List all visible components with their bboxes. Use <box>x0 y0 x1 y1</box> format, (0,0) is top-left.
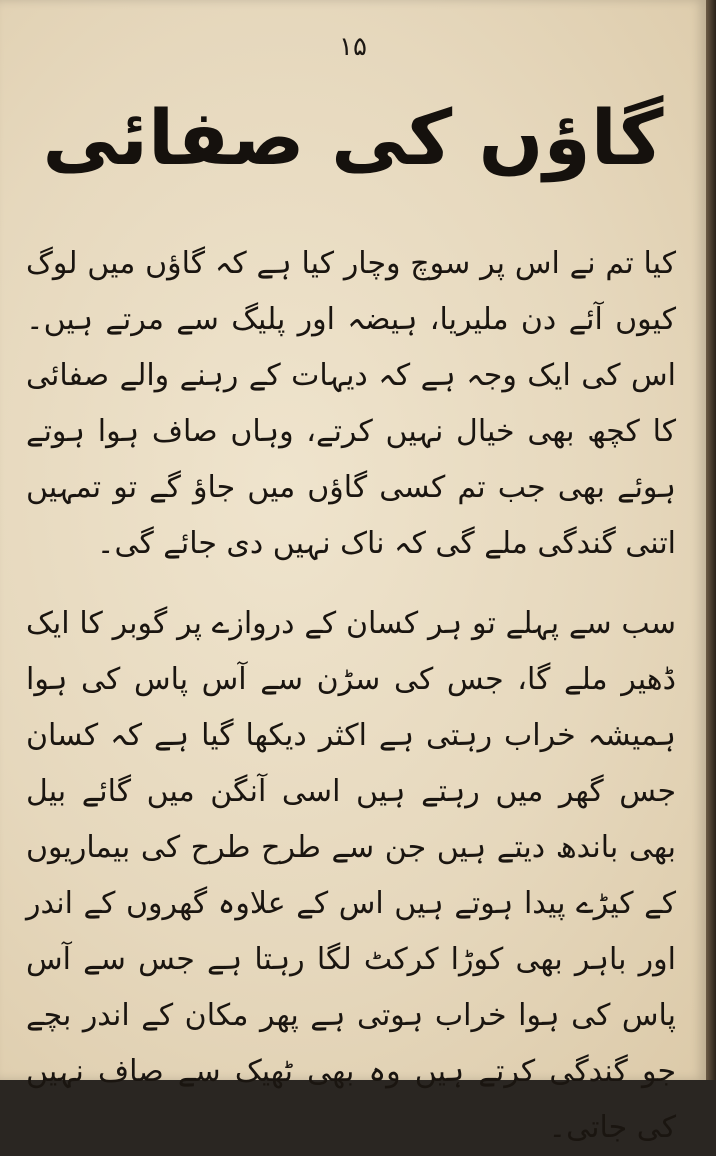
page-title: گاؤں کی صفائی <box>42 93 664 182</box>
paragraph-1: کیا تم نے اس پر سوچ وچار کیا ہے کہ گاؤں میں لوگ کیوں آئے دن ملیریا، ہیضہ اور پلیگ سے مرتے ہیں۔ اس کی ایک وجہ ہے کہ دیہات کے رہنے والے صفائی کا کچھ بھی خیال نہیں کرتے، وہاں صاف ہوا ہوتے ہوئے بھی جب تم کسی گاؤں میں جاؤ گے تو تمہیں اتنی گندگی ملے گی کہ ناک نہیں دی جائے گی۔ <box>26 246 676 561</box>
paragraph-2: سب سے پہلے تو ہر کسان کے دروازے پر گوبر کا ایک ڈھیر ملے گا، جس کی سڑن سے آس پاس کی ہوا ہمیشہ خراب رہتی ہے اکثر دیکھا گیا ہے کہ کسان جس گھر میں رہتے ہیں اسی آنگن میں گائے بیل بھی باندھ دیتے ہیں جن سے طرح طرح کی بیماریوں کے کیڑے پیدا ہوتے ہیں اس کے علاوہ گھروں کے اندر اور باہر بھی کوڑا کرکٹ لگا رہتا ہے جس سے آس پاس کی ہوا خراب ہوتی ہے پھر مکان کے اندر بچے جو گندگی کرتے ہیں وہ بھی ٹھیک سے صاف نہیں کی جاتی۔ <box>26 606 676 1145</box>
page-number: ۱۵ <box>339 32 367 62</box>
book-binding-edge <box>706 0 716 1080</box>
